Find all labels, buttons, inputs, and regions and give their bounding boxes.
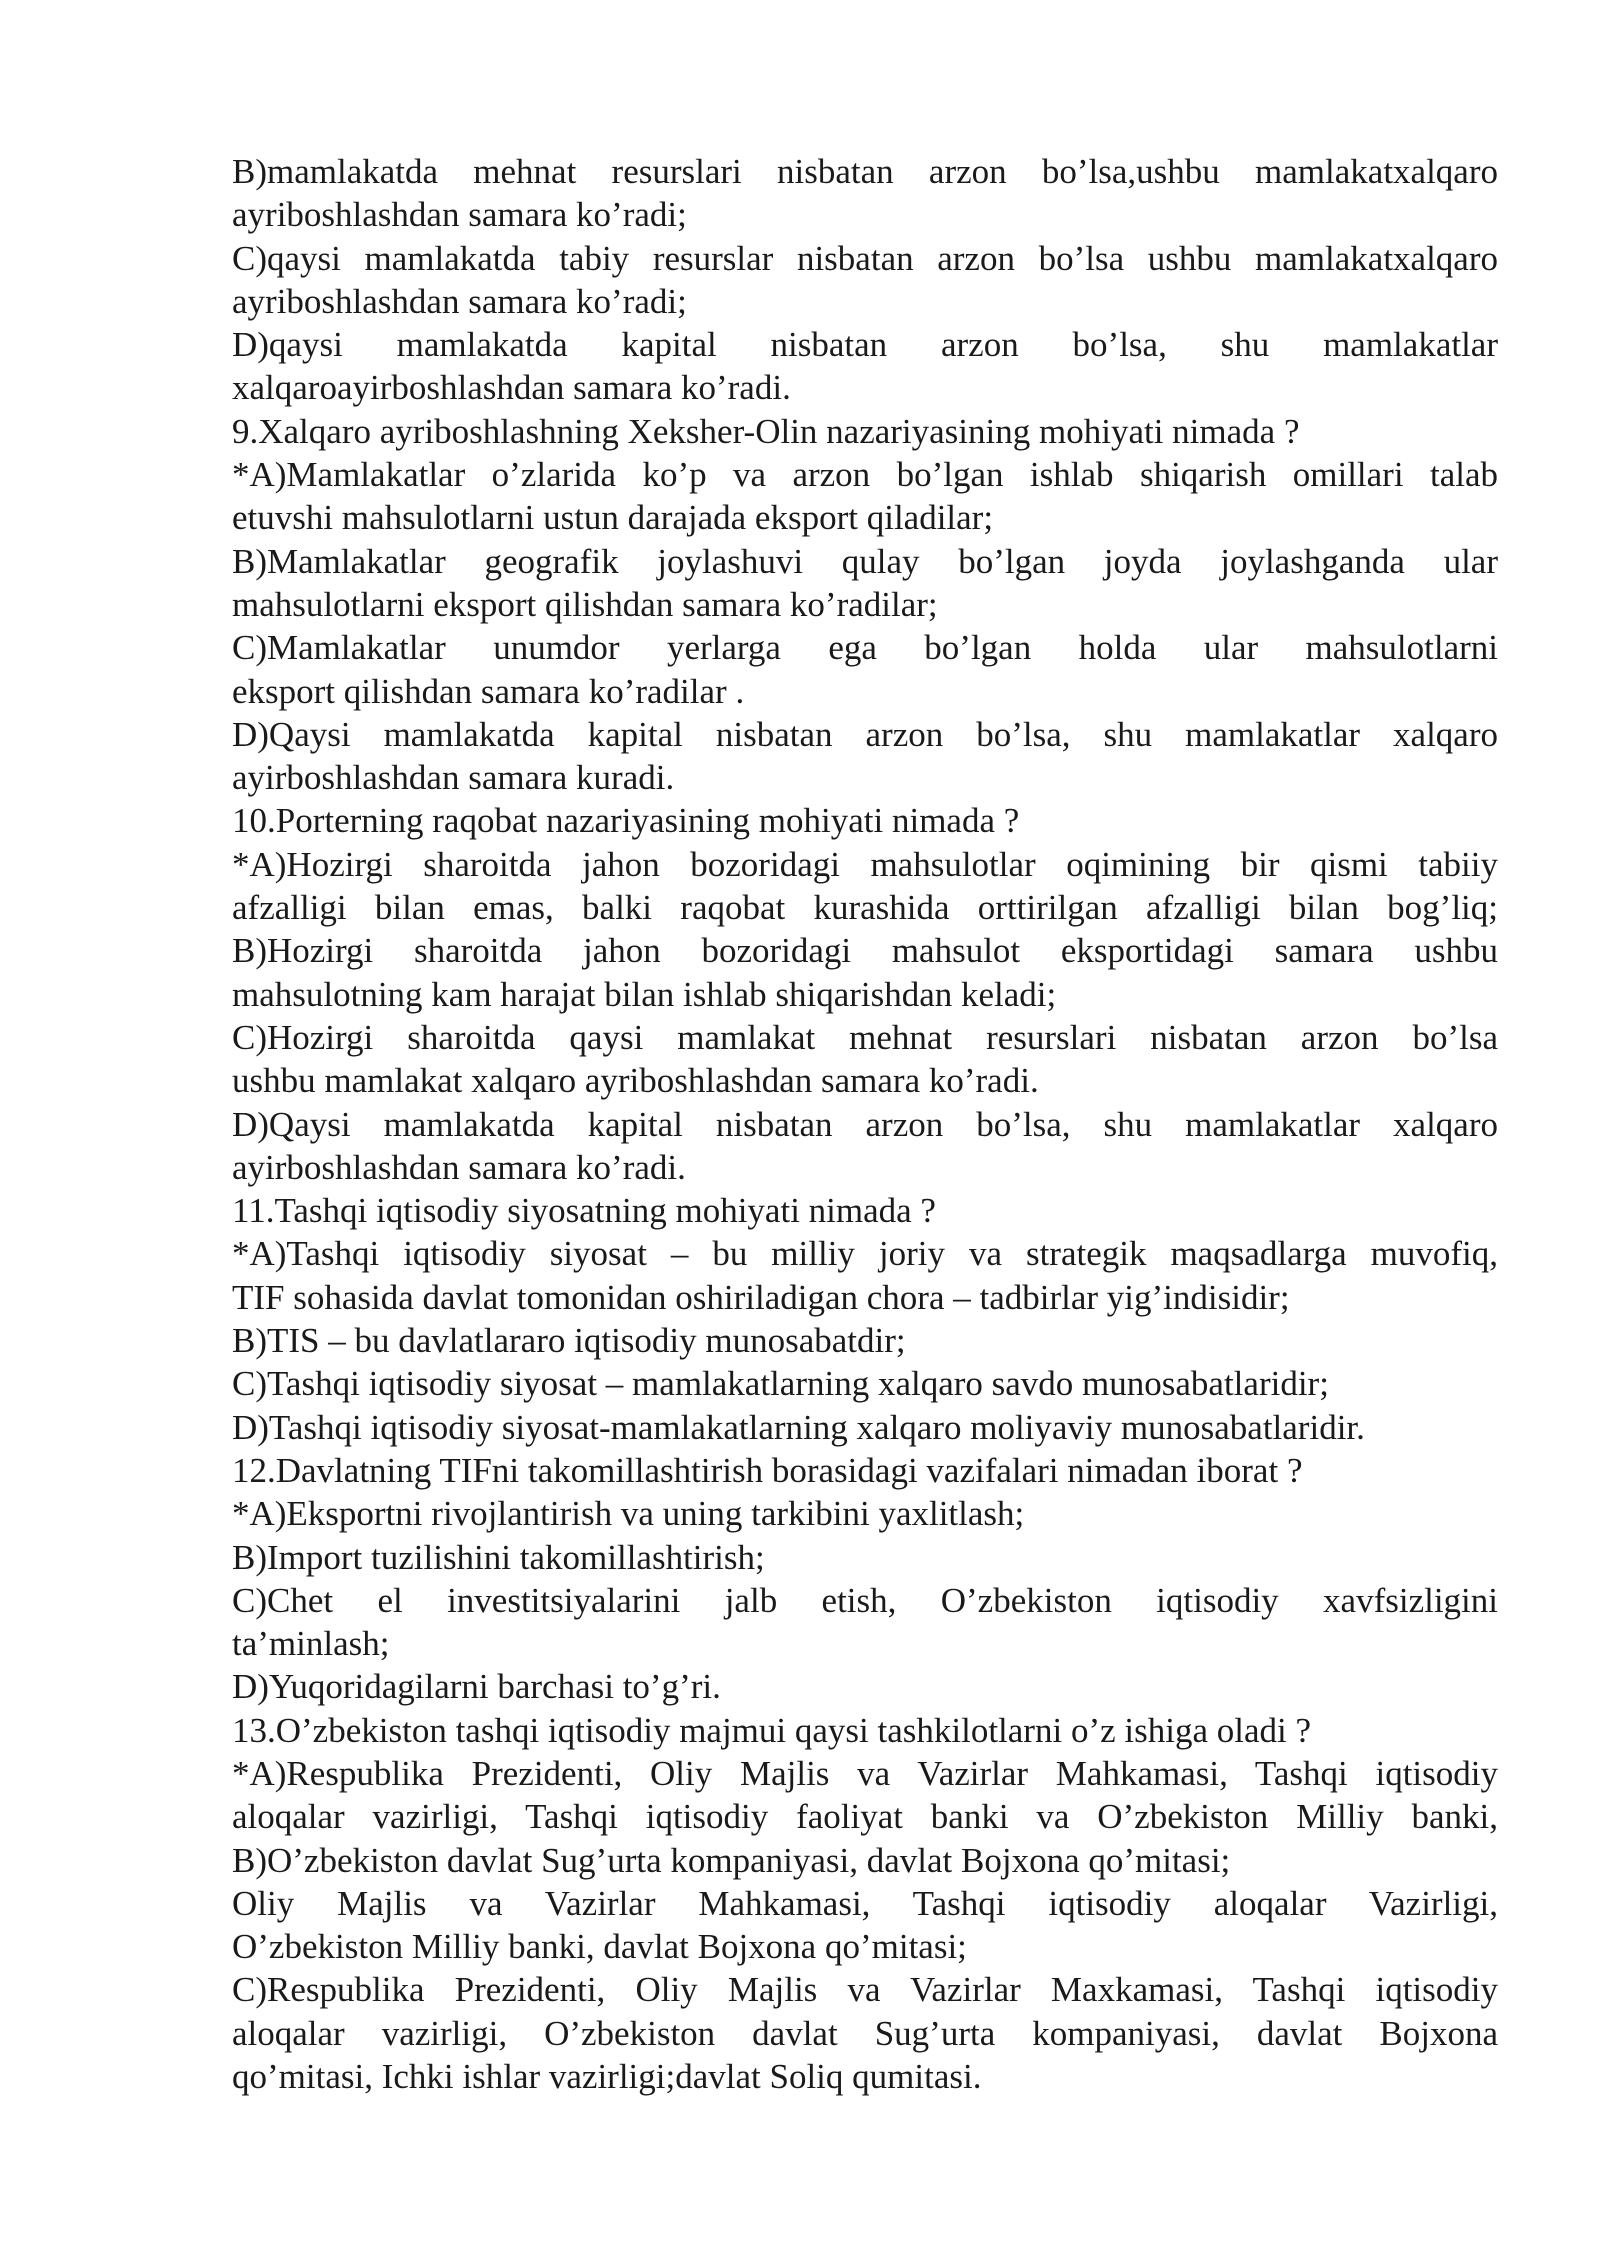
text-line: qo’mitasi, Ichki ishlar vazirligi;davlat Soliq qumitasi.: [232, 2057, 982, 2097]
text-line: 13.O’zbekiston tashqi iqtisodiy majmui qaysi tashkilotlarni o’z ishiga oladi ?: [232, 1710, 1312, 1750]
text-line: C)Chet el investitsiyalarini jalb etish, O’zbekiston iqtisodiy xavfsizligini: [232, 1580, 1498, 1620]
text-line: ushbu mamlakat xalqaro ayriboshlashdan samara ko’radi.: [232, 1061, 1039, 1101]
text-line: O’zbekiston Milliy banki, davlat Bojxona qo’mitasi;: [232, 1927, 967, 1967]
text-line: C)Mamlakatlar unumdor yerlarga ega bo’lgan holda ular mahsulotlarni: [232, 628, 1498, 668]
text-line: aloqalar vazirligi, Tashqi iqtisodiy faoliyat banki va O’zbekiston Milliy banki,: [232, 1797, 1498, 1837]
text-line: *A)Tashqi iqtisodiy siyosat – bu milliy joriy va strategik maqsadlarga muvofiq,: [232, 1234, 1498, 1274]
text-line: ta’minlash;: [232, 1624, 390, 1664]
text-line: D)qaysi mamlakatda kapital nisbatan arzon bo’lsa, shu mamlakatlar: [232, 325, 1498, 365]
text-line: 9.Xalqaro ayriboshlashning Xeksher-Olin nazariyasining mohiyati nimada ?: [232, 411, 1300, 451]
text-line: etuvshi mahsulotlarni ustun darajada eksport qiladilar;: [232, 498, 994, 538]
text-line: Oliy Majlis va Vazirlar Mahkamasi, Tashqi iqtisodiy aloqalar Vazirligi,: [232, 1883, 1498, 1923]
text-line: 12.Davlatning TIFni takomillashtirish borasidagi vazifalari nimadan iborat ?: [232, 1450, 1303, 1490]
text-line: 10.Porterning raqobat nazariyasining mohiyati nimada ?: [232, 801, 1020, 841]
text-line: TIF sohasida davlat tomonidan oshiriladigan chora – tadbirlar yig’indisidir;: [232, 1277, 1290, 1317]
text-line: C)qaysi mamlakatda tabiy resurslar nisbatan arzon bo’lsa ushbu mamlakatxalqaro: [232, 238, 1498, 278]
text-line: C)Respublika Prezidenti, Oliy Majlis va Vazirlar Maxkamasi, Tashqi iqtisodiy: [232, 1970, 1498, 2010]
document-body: [232, 150, 1498, 2098]
text-line: eksport qilishdan samara ko’radilar .: [232, 671, 745, 711]
text-line: xalqaroayirboshlashdan samara ko’radi.: [232, 368, 791, 408]
text-line: D)Qaysi mamlakatda kapital nisbatan arzon bo’lsa, shu mamlakatlar xalqaro: [232, 1104, 1498, 1144]
text-line: B)TIS – bu davlatlararo iqtisodiy munosabatdir;: [232, 1321, 906, 1361]
text-line: C)Tashqi iqtisodiy siyosat – mamlakatlarning xalqaro savdo munosabatlaridir;: [232, 1364, 1329, 1404]
text-line: D)Tashqi iqtisodiy siyosat-mamlakatlarning xalqaro moliyaviy munosabatlaridir.: [232, 1407, 1365, 1447]
text-line: 11.Tashqi iqtisodiy siyosatning mohiyati nimada ?: [232, 1191, 936, 1231]
text-line: *A)Eksportni rivojlantirish va uning tarkibini yaxlitlash;: [232, 1494, 1025, 1534]
text-line: D)Yuqoridagilarni barchasi to’g’ri.: [232, 1667, 721, 1707]
text-line: *A)Respublika Prezidenti, Oliy Majlis va Vazirlar Mahkamasi, Tashqi iqtisodiy: [232, 1753, 1498, 1793]
text-line: ayirboshlashdan samara kuradi.: [232, 758, 675, 798]
text-line: *A)Mamlakatlar o’zlarida ko’p va arzon bo’lgan ishlab shiqarish omillari talab: [232, 455, 1498, 495]
text-line: mahsulotning kam harajat bilan ishlab shiqarishdan keladi;: [232, 974, 1057, 1014]
text-line: B)Hozirgi sharoitda jahon bozoridagi mahsulot eksportidagi samara ushbu: [232, 931, 1498, 971]
text-line: D)Qaysi mamlakatda kapital nisbatan arzon bo’lsa, shu mamlakatlar xalqaro: [232, 714, 1498, 754]
text-line: C)Hozirgi sharoitda qaysi mamlakat mehnat resurslari nisbatan arzon bo’lsa: [232, 1017, 1498, 1057]
text-line: B)mamlakatda mehnat resurslari nisbatan arzon bo’lsa,ushbu mamlakatxalqaro: [232, 152, 1498, 191]
text-line: *A)Hozirgi sharoitda jahon bozoridagi mahsulotlar oqimining bir qismi tabiiy: [232, 844, 1498, 884]
text-line: aloqalar vazirligi, O’zbekiston davlat Sug’urta kompaniyasi, davlat Bojxona: [232, 2013, 1498, 2053]
text-line: B)O’zbekiston davlat Sug’urta kompaniyasi, davlat Bojxona qo’mitasi;: [232, 1840, 1231, 1880]
text-line: ayirboshlashdan samara ko’radi.: [232, 1147, 686, 1187]
text-line: afzalligi bilan emas, balki raqobat kurashida orttirilgan afzalligi bilan bog’liq;: [232, 888, 1498, 928]
text-line: ayriboshlashdan samara ko’radi;: [232, 281, 687, 321]
text-line: B)Import tuzilishini takomillashtirish;: [232, 1537, 765, 1577]
text-line: mahsulotlarni eksport qilishdan samara ko’radilar;: [232, 584, 938, 624]
text-line: ayriboshlashdan samara ko’radi;: [232, 195, 687, 235]
text-line: B)Mamlakatlar geografik joylashuvi qulay bo’lgan joyda joylashganda ular: [232, 541, 1498, 581]
